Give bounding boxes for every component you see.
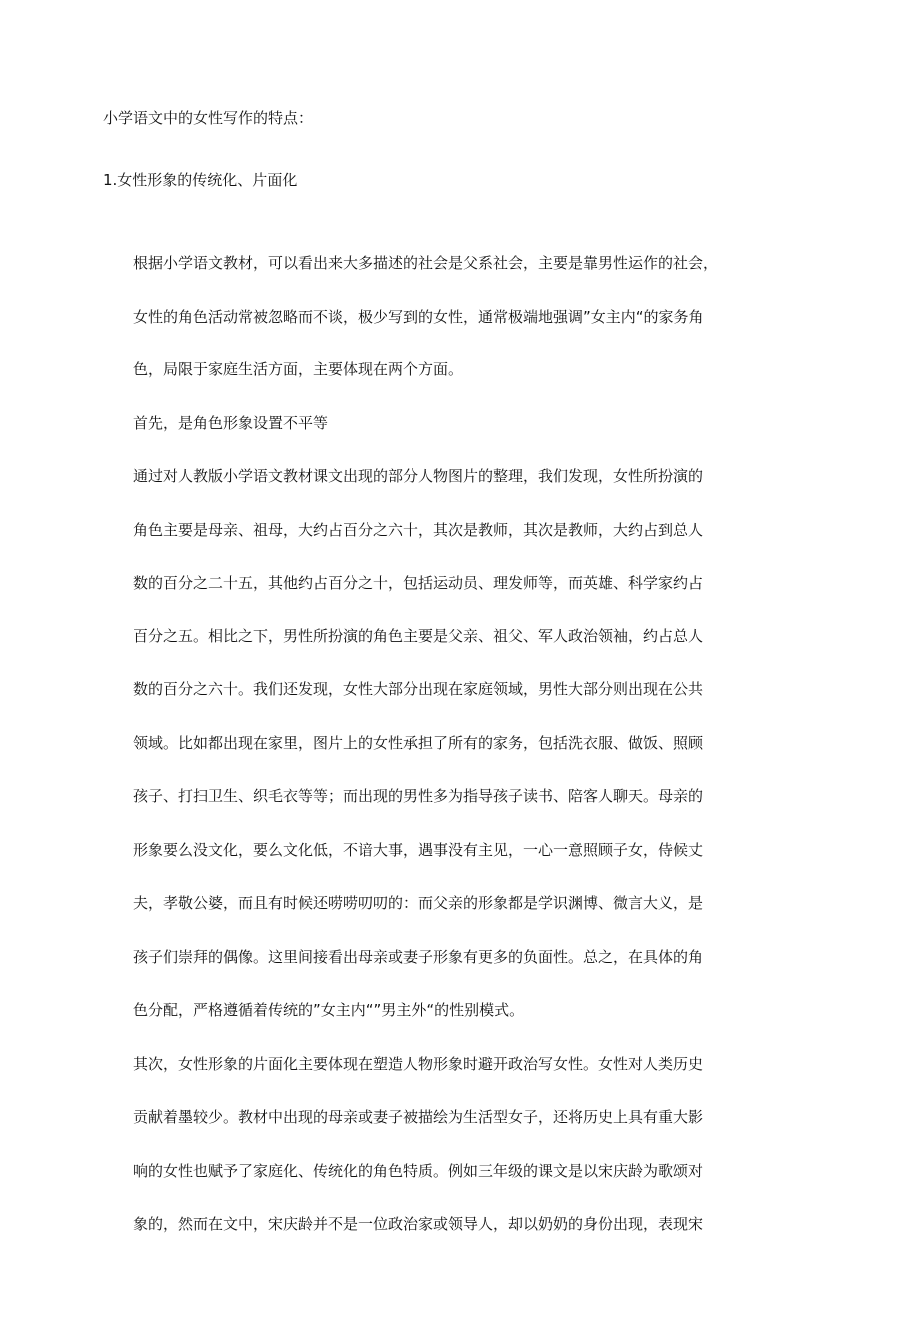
text-line: 象的，然而在文中，宋庆龄并不是一位政治家或领导人，却以奶奶的身份出现，表现宋	[133, 1215, 704, 1233]
text-line: 女性的角色活动常被忽略而不谈，极少写到的女性，通常极端地强调”女主内“的家务角	[133, 308, 704, 326]
text-line: 形象要么没文化，要么文化低，不谙大事，遇事没有主见，一心一意照顾子女，侍候丈	[133, 841, 704, 859]
text-line: 数的百分之二十五，其他约占百分之十，包括运动员、理发师等，而英雄、科学家约占	[133, 574, 704, 592]
text-line: 孩子、打扫卫生、织毛衣等等；而出现的男性多为指导孩子读书、陪客人聊天。母亲的	[133, 787, 704, 805]
text-line: 通过对人教版小学语文教材课文出现的部分人物图片的整理，我们发现，女性所扮演的	[133, 467, 704, 485]
text-line: 孩子们崇拜的偶像。这里间接看出母亲或妻子形象有更多的负面性。总之，在具体的角	[133, 948, 704, 966]
text-line: 数的百分之六十。我们还发现，女性大部分出现在家庭领域，男性大部分则出现在公共	[133, 680, 704, 698]
text-line: 色分配，严格遵循着传统的”女主内“”男主外“的性别模式。	[133, 1001, 525, 1019]
text-line: 百分之五。相比之下，男性所扮演的角色主要是父亲、祖父、军人政治领袖，约占总人	[133, 627, 704, 645]
sub-heading: 首先，是角色形象设置不平等	[133, 414, 329, 432]
section-heading: 1.女性形象的传统化、片面化	[103, 171, 298, 189]
text-line: 夫，孝敬公婆，而且有时候还唠唠叨叨的：而父亲的形象都是学识渊博、微言大义，是	[133, 894, 704, 912]
text-line: 领域。比如都出现在家里，图片上的女性承担了所有的家务，包括洗衣服、做饭、照顾	[133, 734, 704, 752]
text-line: 角色主要是母亲、祖母，大约占百分之六十，其次是教师，其次是教师，大约占到总人	[133, 521, 704, 539]
text-line: 贡献着墨较少。教材中出现的母亲或妻子被描绘为生活型女子，还将历史上具有重大影	[133, 1108, 704, 1126]
text-line: 色，局限于家庭生活方面，主要体现在两个方面。	[133, 360, 464, 378]
text-line: 其次，女性形象的片面化主要体现在塑造人物形象时避开政治写女性。女性对人类历史	[133, 1055, 704, 1073]
text-line: 根据小学语文教材，可以看出来大多描述的社会是父系社会，主要是靠男性运作的社会，	[133, 254, 719, 272]
text-line: 响的女性也赋予了家庭化、传统化的角色特质。例如三年级的课文是以宋庆龄为歌颂对	[133, 1162, 704, 1180]
document-title: 小学语文中的女性写作的特点：	[103, 109, 314, 127]
